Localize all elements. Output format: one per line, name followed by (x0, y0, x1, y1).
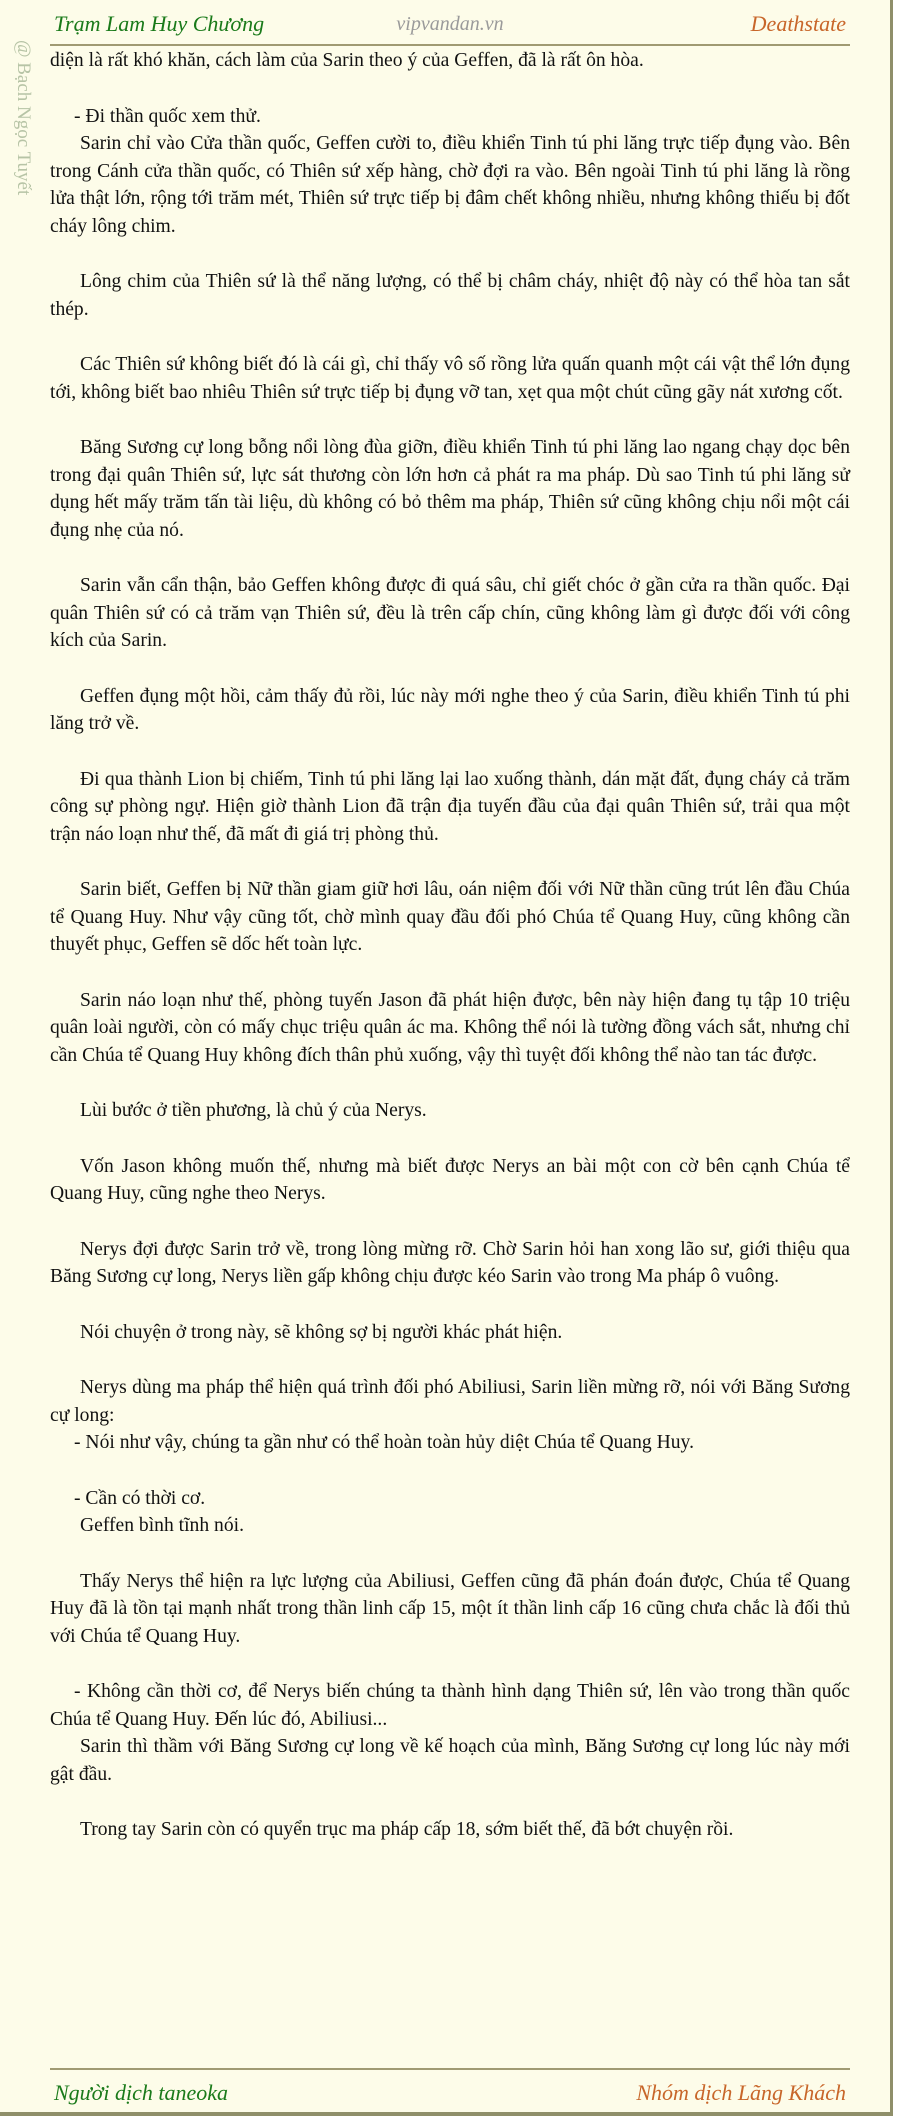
header-website: vipvandan.vn (396, 13, 504, 35)
paragraph: Sarin biết, Geffen bị Nữ thần giam giữ hơi lâu, oán niệm đối với Nữ thần cũng trút lên đầu Chúa tể Quang Huy. Như vậy cũng tốt, chờ mình quay đầu đối phó Chúa tể Quang Huy, cũng không cần thuyết phục, Geffen sẽ dốc hết toàn lực. (50, 879, 850, 955)
page-header (50, 8, 850, 42)
paragraph: Sarin thì thầm với Băng Sương cự long về kế hoạch của mình, Băng Sương cự long lúc này mới gật đầu. (50, 1736, 850, 1785)
paragraph: Lông chim của Thiên sứ là thể năng lượng, có thể bị châm cháy, nhiệt độ này có thể hòa tan sắt thép. (50, 271, 850, 320)
header-site-name: Trạm Lam Huy Chương (54, 11, 265, 36)
footer-group: Nhóm dịch Lãng Khách (636, 2080, 846, 2105)
footer-divider (50, 2068, 850, 2070)
paragraph: Sarin vẫn cẩn thận, bảo Geffen không được đi quá sâu, chỉ giết chóc ở gần cửa ra thần quốc. Đại quân Thiên sứ có cả trăm vạn Thiên sứ, đều là trên cấp chín, cũng không làm gì được đối với công kích của Sarin. (50, 575, 850, 651)
dialogue-line: - Nói như vậy, chúng ta gần như có thể hoàn toàn hủy diệt Chúa tể Quang Huy. (74, 1432, 694, 1453)
paragraph: Vốn Jason không muốn thế, nhưng mà biết được Nerys an bài một con cờ bên cạnh Chúa tể Quang Huy, cũng nghe theo Nerys. (50, 1155, 850, 1204)
paragraph: Nerys đợi được Sarin trở về, trong lòng mừng rỡ. Chờ Sarin hỏi han xong lão sư, giới thiệu qua Băng Sương cự long, Nerys liền gấp không chịu được kéo Sarin vào trong Ma pháp ô vuông. (50, 1238, 850, 1287)
dialogue-line: - Không cần thời cơ, để Nerys biến chúng ta thành hình dạng Thiên sứ, lên vào trong thần quốc Chúa tể Quang Huy. Đến lúc đó, Abiliusi... (50, 1681, 850, 1730)
paragraph: Nói chuyện ở trong này, sẽ không sợ bị người khác phát hiện. (80, 1321, 563, 1343)
paragraph: Lùi bước ở tiền phương, là chủ ý của Nerys. (80, 1100, 427, 1121)
paragraph: Nerys dùng ma pháp thể hiện quá trình đối phó Abiliusi, Sarin liền mừng rỡ, nói với Băng Sương cự long: (50, 1377, 850, 1426)
paragraph: Sarin náo loạn như thế, phòng tuyến Jason đã phát hiện được, bên này hiện đang tụ tập 10 triệu quân loài người, còn có mấy chục triệu quân ác ma. Không thể nói là tường đồng vách sắt, nhưng chỉ cần Chúa tể Quang Huy không đích thân phủ xuống, vậy thì tuyệt đối không thể nào tan tác được. (50, 989, 850, 1066)
paragraph: Các Thiên sứ không biết đó là cái gì, chỉ thấy vô số rồng lửa quấn quanh một cái vật thể lớn đụng tới, không biết bao nhiêu Thiên sứ trực tiếp bị đụng vỡ tan, xẹt qua một chút cũng gãy nát xương cốt. (50, 354, 850, 403)
header-divider (50, 44, 850, 46)
paragraph: diện là rất khó khăn, cách làm của Sarin theo ý của Geffen, đã là rất ôn hòa. (50, 50, 644, 71)
dialogue-line: - Đi thần quốc xem thử. (74, 105, 261, 127)
paragraph: Trong tay Sarin còn có quyển trục ma pháp cấp 18, sớm biết thế, đã bớt chuyện rồi. (80, 1819, 734, 1840)
dialogue-line: - Cần có thời cơ. (74, 1487, 206, 1509)
paragraph: Thấy Nerys thể hiện ra lực lượng của Abiliusi, Geffen cũng đã phán đoán được, Chúa tể Quang Huy đã là tồn tại mạnh nhất trong thần linh cấp 15, một ít thần linh cấp 16 cũng chưa chắc là đối thủ với Chúa tể Quang Huy. (50, 1570, 850, 1647)
watermark-text: @ Bạch Ngọc Tuyết (13, 40, 34, 196)
side-watermark (6, 40, 42, 260)
paragraph: Băng Sương cự long bỗng nổi lòng đùa giỡn, điều khiển Tinh tú phi lăng lao ngang chạy dọc bên trong đại quân Thiên sứ, lực sát thương còn lớn hơn cả phát ra ma pháp. Dù sao Tinh tú phi lăng sử dụng hết mấy trăm tấn tài liệu, dù không có bỏ thêm ma pháp, Thiên sứ cũng không chịu nổi một cái đụng nhẹ của nó. (50, 437, 850, 541)
paragraph: Sarin chỉ vào Cửa thần quốc, Geffen cười to, điều khiển Tinh tú phi lăng trực tiếp đụng vào. Bên trong Cánh cửa thần quốc, có Thiên sứ xếp hàng, chờ đợi ra vào. Bên ngoài Tinh tú phi lăng là rồng lửa thật lớn, rộng tới trăm mét, Thiên sứ trực tiếp bị đâm chết không nhiều, nhưng không thiếu bị đốt cháy lông chim. (50, 133, 850, 237)
paragraph: Đi qua thành Lion bị chiếm, Tinh tú phi lăng lại lao xuống thành, dán mặt đất, đụng cháy cả trăm công sự phòng ngự. Hiện giờ thành Lion đã trận địa tuyến đầu của đại quân Thiên sứ, trải qua một trận náo loạn như thế, đã mất đi giá trị phòng thủ. (50, 768, 850, 845)
footer-translator: Người dịch taneoka (54, 2080, 229, 2105)
header-book-title: Deathstate (750, 11, 846, 36)
page-footer (50, 2080, 850, 2110)
paragraph: Geffen bình tĩnh nói. (80, 1515, 244, 1536)
document-body (50, 47, 850, 1872)
paragraph: Geffen đụng một hồi, cảm thấy đủ rồi, lúc này mới nghe theo ý của Sarin, điều khiển Tinh tú phi lăng trở về. (50, 685, 850, 734)
